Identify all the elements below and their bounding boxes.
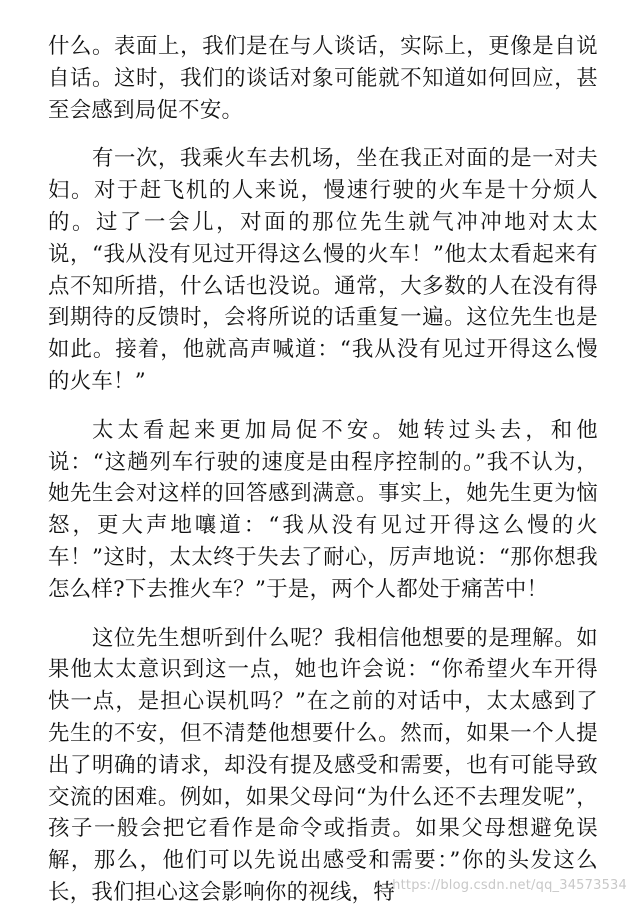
paragraph-3: 太太看起来更加局促不安。她转过头去，和他说：“这趟列车行驶的速度是由程序控制的。”我不认为，她先生会对这样的回答感到满意。事实上，她先生更为恼怒，更大声地嚷道：“我从没有见过开得这么慢的火车！”这时，太太终于失去了耐心，厉声地说：“那你想我怎么样?下去推火车？”于是，两个人都处于痛苦中！ <box>48 417 598 602</box>
paragraph-2: 有一次，我乘火车去机场，坐在我正对面的是一对夫妇。对于赶飞机的人来说，慢速行驶的火车是十分烦人的。过了一会儿，对面的那位先生就气冲冲地对太太说，“我从没有见过开得这么慢的火车！”他太太看起来有点不知所措，什么话也没说。通常，大多数的人在没有得到期待的反馈时，会将所说的话重复一遍。这位先生也是如此。接着，他就高声喊道：“我从没有见过开得这么慢的火车！” <box>48 146 598 394</box>
paragraph-4: 这位先生想听到什么呢？我相信他想要的是理解。如果他太太意识到这一点，她也许会说：“你希望火车开得快一点，是担心误机吗？”在之前的对话中，太太感到了先生的不安，但不清楚他想要什么。然而，如果一个人提出了明确的请求，却没有提及感受和需要，也有可能导致交流的困难。例如，如果父母问“为什么还不去理发呢”，孩子一般会把它看作是命令或指责。如果父母想避免误解，那么，他们可以先说出感受和需要：”你的头发这么长，我们担心这会影响你的视线，特 <box>48 625 598 905</box>
paragraph-1: 什么。表面上，我们是在与人谈话，实际上，更像是自说自话。这时，我们的谈话对象可能就不知道如何回应，甚至会感到局促不安。 <box>48 34 598 123</box>
document-body <box>48 31 598 909</box>
watermark-url: https://blog.csdn.net/qq_34573534 <box>392 878 627 893</box>
